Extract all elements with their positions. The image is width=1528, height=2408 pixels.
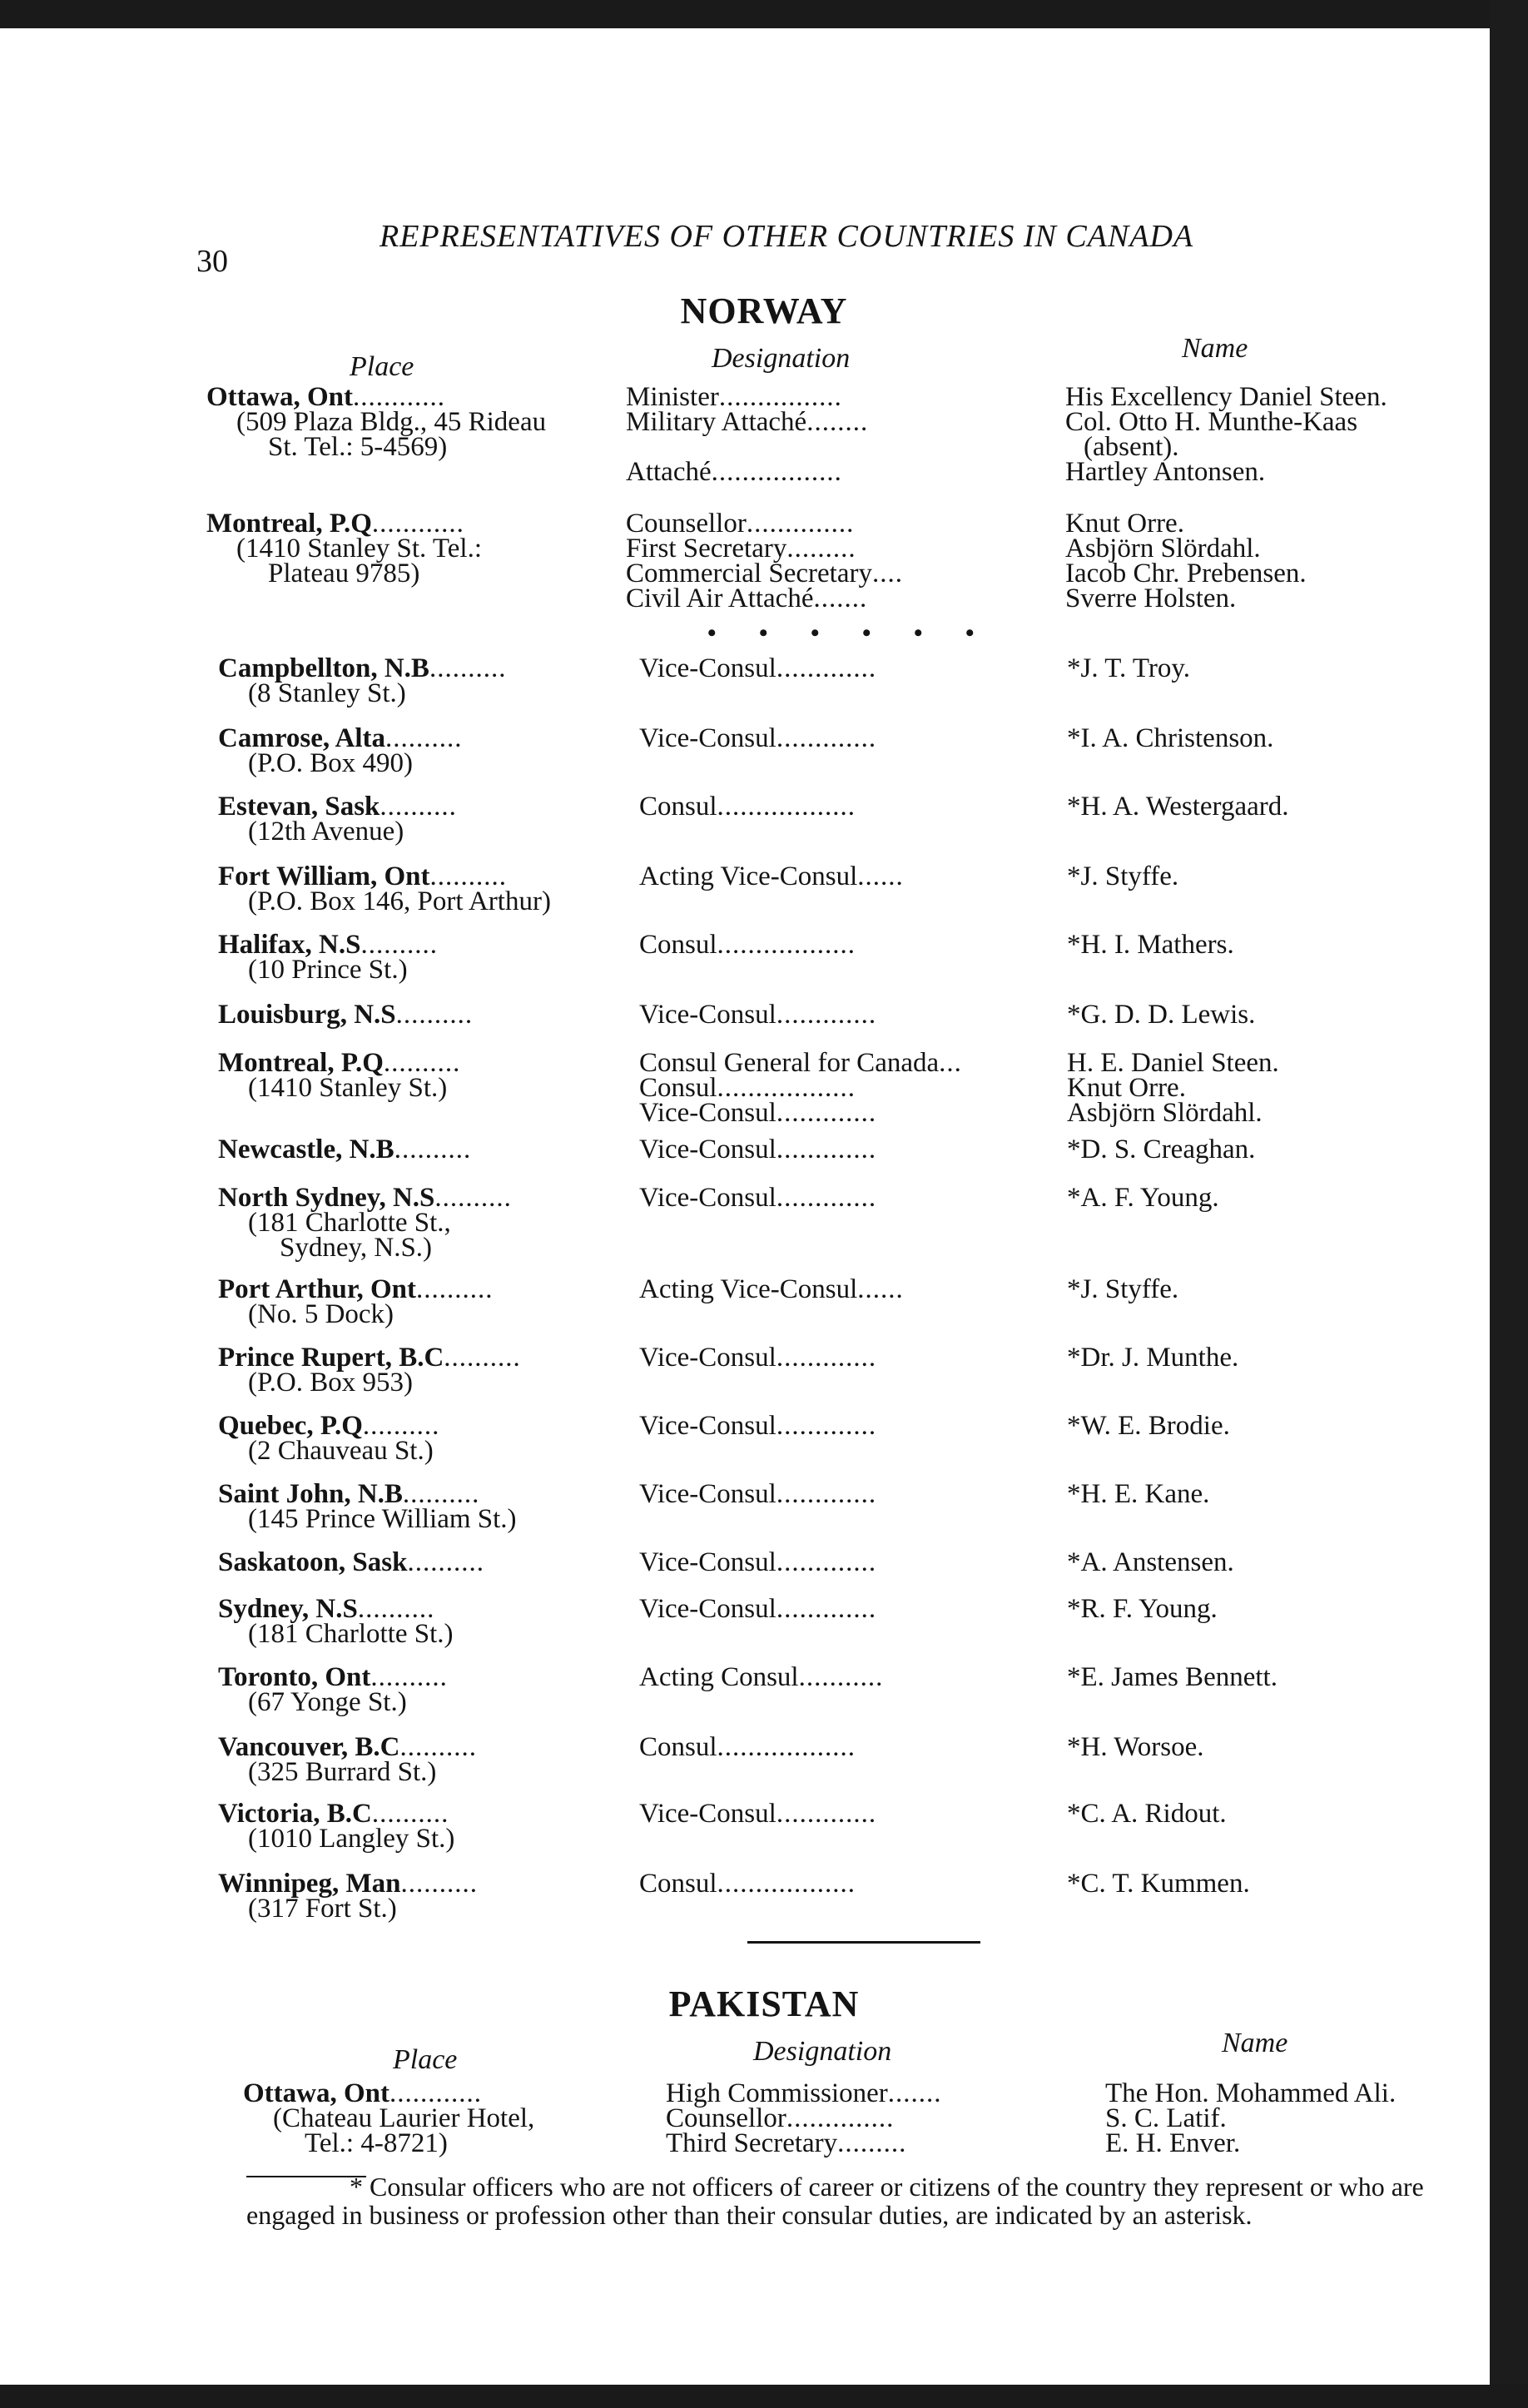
place-name-text: Prince Rupert, B.C [218, 1343, 444, 1373]
place-name-text: Winnipeg, Man [218, 1869, 401, 1899]
place-name-text: Saskatoon, Sask [218, 1547, 408, 1577]
column-header-name: Name [1222, 2028, 1288, 2058]
person-name: *C. A. Ridout. [1067, 1799, 1227, 1829]
dot-leader: ................ [718, 382, 842, 412]
dot-leader: .......... [385, 723, 463, 753]
designation-cell [639, 1411, 1072, 1441]
person-name: Asbjörn Slördahl. [1065, 534, 1261, 564]
designation-line [639, 930, 1072, 960]
person-name: *H. A. Westergaard. [1067, 792, 1289, 822]
place-name [218, 1594, 618, 1624]
place-name [218, 861, 618, 891]
person-name: *I. A. Christenson. [1067, 723, 1274, 753]
person-name: Col. Otto H. Munthe-Kaas [1065, 407, 1358, 437]
designation-cell [639, 1000, 1072, 1030]
person-name: Sverre Holsten. [1065, 583, 1237, 613]
place-name-text: North Sydney, N.S [218, 1183, 435, 1213]
person-name: *D. S. Creaghan. [1067, 1134, 1256, 1164]
place-address: (P.O. Box 953) [248, 1368, 414, 1398]
place-address: St. Tel.: 5-4569) [268, 432, 448, 462]
place-address: (12th Avenue) [248, 817, 404, 847]
dot-leader: .......... [407, 1547, 484, 1577]
place-name [218, 1274, 618, 1304]
place-name [218, 930, 618, 960]
footnote: * Consular officers who are not officers of career or citizens of the country they represent or who are engaged in business or profession other than their consular duties, are indicated by an asterisk. [246, 2172, 1424, 2230]
place-name-text: Saint John, N.B [218, 1479, 403, 1509]
designation-cell [626, 511, 1059, 611]
page-title: REPRESENTATIVES OF OTHER COUNTRIES IN CANADA [380, 219, 1194, 254]
person-name: H. E. Daniel Steen. [1067, 1048, 1279, 1078]
designation-line [626, 407, 1059, 437]
dot-leader: ............. [776, 1799, 877, 1829]
name-cell [1067, 1183, 1483, 1213]
designation-line [639, 861, 1072, 891]
designation-text: Consul [639, 930, 717, 960]
dot-leader: .......... [402, 1479, 480, 1509]
name-cell [1067, 1869, 1483, 1899]
place-name [218, 792, 618, 822]
designation-text: Vice-Consul [639, 653, 776, 683]
place-address: (145 Prince William St.) [248, 1504, 517, 1534]
name-cell [1067, 1134, 1483, 1164]
place-name-text: Port Arthur, Ont [218, 1274, 417, 1304]
designation-text: Vice-Consul [639, 1000, 776, 1030]
designation-line [626, 434, 1059, 459]
dot-leader: ............. [776, 653, 877, 683]
designation-line [639, 1594, 1072, 1624]
place-cell [218, 930, 618, 985]
place-cell [218, 1048, 618, 1103]
person-name: *C. T. Kummen. [1067, 1869, 1250, 1899]
dot-leader: ............. [776, 1479, 877, 1509]
place-address: (509 Plaza Bldg., 45 Rideau [236, 407, 547, 437]
designation-text: Third Secretary [666, 2128, 838, 2158]
designation-line [626, 382, 1059, 412]
dot-leader: ............ [353, 382, 445, 412]
place-name [218, 1134, 618, 1164]
designation-text: Vice-Consul [639, 1098, 776, 1128]
name-cell [1067, 1594, 1483, 1624]
designation-cell [639, 1662, 1072, 1692]
column-header-place: Place [350, 351, 414, 382]
place-name [218, 1000, 618, 1030]
place-address: (1410 Stanley St.) [248, 1073, 448, 1103]
dot-leader: ............. [776, 1594, 877, 1624]
person-name: S. C. Latif. [1105, 2103, 1227, 2133]
dot-leader: ... [939, 1048, 962, 1078]
dot-leader: ............. [776, 1343, 877, 1373]
designation-text: Counsellor [666, 2103, 786, 2133]
designation-text: Vice-Consul [639, 1343, 776, 1373]
designation-line [639, 1799, 1072, 1829]
designation-text: Vice-Consul [639, 1547, 776, 1577]
place-cell [218, 1479, 618, 1534]
section-title-pakistan: PAKISTAN [668, 1983, 860, 2024]
place-address: (67 Yonge St.) [248, 1687, 407, 1717]
designation-line [639, 1098, 1072, 1128]
person-name: *E. James Bennett. [1067, 1662, 1277, 1692]
place-cell [218, 1000, 618, 1030]
place-address: (181 Charlotte St., [248, 1208, 451, 1238]
person-name: Hartley Antonsen. [1065, 457, 1266, 487]
person-name: Knut Orre. [1067, 1073, 1186, 1103]
designation-text: Minister [626, 382, 719, 412]
place-name [218, 1799, 618, 1829]
designation-text: Acting Consul [639, 1662, 799, 1692]
place-address: (2 Chauveau St.) [248, 1436, 434, 1466]
name-cell [1067, 653, 1483, 683]
place-name-text: Ottawa, Ont [206, 382, 353, 412]
designation-line [639, 1073, 1072, 1103]
dot-leader: ............. [776, 1000, 877, 1030]
dot-leader: .......... [360, 930, 438, 960]
column-header-designation: Designation [712, 343, 851, 374]
dot-leader: .... [871, 559, 903, 588]
person-name: *J. Styffe. [1067, 861, 1179, 891]
place-name-text: Sydney, N.S [218, 1594, 358, 1624]
designation-text: Vice-Consul [639, 1479, 776, 1509]
dot-leader: .......... [400, 1869, 478, 1899]
place-address: Sydney, N.S.) [280, 1233, 433, 1263]
dot-leader: ......... [837, 2128, 907, 2158]
place-address: Plateau 9785) [268, 559, 420, 588]
person-name: Iacob Chr. Prebensen. [1065, 559, 1307, 588]
place-name [218, 1048, 618, 1078]
name-cell [1067, 930, 1483, 960]
designation-cell [639, 1547, 1072, 1577]
dot-leader: .......... [416, 1274, 494, 1304]
person-name: E. H. Enver. [1105, 2128, 1241, 2158]
dot-leader: ............ [371, 509, 464, 539]
name-cell [1067, 1048, 1483, 1128]
person-name: *H. I. Mathers. [1067, 930, 1234, 960]
dot-leader: ...... [857, 861, 904, 891]
place-cell [218, 723, 618, 778]
person-name: Knut Orre. [1065, 509, 1184, 539]
person-name: *A. F. Young. [1067, 1183, 1219, 1213]
dot-leader: .......... [395, 1000, 474, 1030]
place-name-text: Quebec, P.Q [218, 1411, 363, 1441]
designation-text: High Commissioner [666, 2078, 888, 2108]
place-cell [206, 382, 606, 462]
dot-leader: ....... [813, 583, 868, 613]
place-name-text: Estevan, Sask [218, 792, 380, 822]
place-address: (317 Fort St.) [248, 1894, 397, 1924]
designation-text: Vice-Consul [639, 723, 776, 753]
designation-cell [639, 792, 1072, 822]
section-divider [747, 1941, 980, 1944]
designation-cell [639, 1274, 1072, 1304]
designation-cell [639, 723, 1072, 753]
dot-leader: .................. [717, 792, 856, 822]
place-address: (181 Charlotte St.) [248, 1619, 454, 1649]
place-address: (1410 Stanley St. Tel.: [236, 534, 482, 564]
page-number: 30 [196, 244, 228, 279]
place-name [206, 509, 606, 539]
person-name: *G. D. D. Lewis. [1067, 1000, 1256, 1030]
dot-leader: ................. [711, 457, 842, 487]
designation-cell [639, 930, 1072, 960]
designation-line [639, 1869, 1072, 1899]
place-name-text: Newcastle, N.B [218, 1134, 394, 1164]
place-cell [243, 2078, 642, 2158]
dot-leader: ....... [887, 2078, 942, 2108]
dot-leader: ............. [776, 1183, 877, 1213]
dot-leader: .......... [371, 1799, 449, 1829]
place-cell [218, 1799, 618, 1854]
place-address: (1010 Langley St.) [248, 1824, 455, 1854]
place-cell [218, 1662, 618, 1717]
designation-line [639, 1479, 1072, 1509]
designation-cell [639, 1183, 1072, 1213]
designation-text: Consul [639, 792, 717, 822]
designation-cell [639, 1048, 1072, 1128]
place-name [218, 1732, 618, 1762]
designation-cell [639, 1134, 1072, 1164]
dot-leader: .............. [746, 509, 855, 539]
designation-line [626, 561, 1059, 586]
place-address: (Chateau Laurier Hotel, [273, 2103, 535, 2133]
place-name-text: Toronto, Ont [218, 1662, 371, 1692]
scan-edge-right [1490, 0, 1528, 2408]
designation-cell [639, 1343, 1072, 1373]
designation-line [639, 1343, 1072, 1373]
scan-edge-bottom [0, 2385, 1528, 2408]
designation-cell [639, 1732, 1072, 1762]
designation-line [639, 1183, 1072, 1213]
place-name [218, 1662, 618, 1692]
person-name: *J. T. Troy. [1067, 653, 1190, 683]
scan-edge-top [0, 0, 1528, 28]
dot-leader: ...... [857, 1274, 904, 1304]
designation-line [639, 723, 1072, 753]
name-cell [1105, 2078, 1521, 2158]
place-name [243, 2078, 642, 2108]
dot-leader: .................. [717, 930, 856, 960]
dot-leader: .......... [383, 1048, 461, 1078]
place-cell [218, 1183, 618, 1263]
name-cell [1067, 1732, 1483, 1762]
person-name: *W. E. Brodie. [1067, 1411, 1230, 1441]
designation-text: Counsellor [626, 509, 747, 539]
designation-line [666, 2103, 1099, 2133]
person-name: *H. Worsoe. [1067, 1732, 1204, 1762]
dot-leader: .......... [429, 861, 508, 891]
designation-text: Acting Vice-Consul [639, 861, 858, 891]
dot-leader: .................. [717, 1732, 856, 1762]
designation-line [639, 1000, 1072, 1030]
name-cell [1067, 861, 1483, 891]
place-address: (No. 5 Dock) [248, 1299, 394, 1329]
place-name-text: Montreal, P.Q [218, 1048, 384, 1078]
place-name-text: Louisburg, N.S [218, 1000, 396, 1030]
dot-leader: .......... [444, 1343, 521, 1373]
dot-leader: .............. [786, 2103, 895, 2133]
dot-leader: ............ [389, 2078, 482, 2108]
name-cell [1067, 1000, 1483, 1030]
name-cell [1067, 1479, 1483, 1509]
name-cell [1067, 723, 1483, 753]
dot-leader: .......... [357, 1594, 435, 1624]
dot-leader: ............. [776, 1134, 877, 1164]
designation-line [639, 1662, 1072, 1692]
designation-line [639, 1274, 1072, 1304]
name-cell [1065, 511, 1481, 611]
person-name: *Dr. J. Munthe. [1067, 1343, 1239, 1373]
person-name: *R. F. Young. [1067, 1594, 1218, 1624]
designation-text: Consul General for Canada [639, 1048, 940, 1078]
place-name-text: Camrose, Alta [218, 723, 386, 753]
designation-text: Vice-Consul [639, 1411, 776, 1441]
designation-cell [639, 1594, 1072, 1624]
designation-text: Consul [639, 1732, 717, 1762]
dot-leader: ........ [806, 407, 869, 437]
name-cell [1067, 1662, 1483, 1692]
dot-leader: .......... [370, 1662, 448, 1692]
person-name: The Hon. Mohammed Ali. [1105, 2078, 1397, 2108]
name-cell [1065, 382, 1481, 487]
designation-text: Acting Vice-Consul [639, 1274, 858, 1304]
designation-line [639, 792, 1072, 822]
designation-line [639, 1048, 1072, 1078]
dot-leader: .......... [394, 1134, 472, 1164]
column-header-name: Name [1182, 333, 1248, 364]
place-cell [218, 1732, 618, 1787]
place-address: (P.O. Box 490) [248, 748, 414, 778]
place-name [218, 1479, 618, 1509]
designation-line [639, 653, 1072, 683]
place-address: (8 Stanley St.) [248, 678, 406, 708]
place-address: Tel.: 4-8721) [305, 2128, 448, 2158]
designation-line [626, 583, 1059, 613]
place-address: (10 Prince St.) [248, 955, 408, 985]
place-name [218, 1547, 618, 1577]
person-name: Asbjörn Slördahl. [1067, 1098, 1263, 1128]
designation-cell [666, 2078, 1099, 2158]
person-name: *H. E. Kane. [1067, 1479, 1210, 1509]
place-address: (P.O. Box 146, Port Arthur) [248, 886, 551, 916]
place-name [218, 723, 618, 753]
person-name: His Excellency Daniel Steen. [1065, 382, 1387, 412]
place-name [218, 1411, 618, 1441]
place-cell [218, 1343, 618, 1398]
name-cell [1067, 792, 1483, 822]
designation-text: First Secretary [626, 534, 787, 564]
place-cell [206, 511, 606, 586]
place-cell [218, 1274, 618, 1329]
place-cell [218, 1869, 618, 1924]
designation-line [639, 1732, 1072, 1762]
section-title-norway: NORWAY [680, 290, 848, 331]
place-name [218, 653, 618, 683]
designation-text: Vice-Consul [639, 1799, 776, 1829]
dot-leader: ......... [786, 534, 856, 564]
place-cell [218, 1411, 618, 1466]
name-cell [1067, 1547, 1483, 1577]
dot-leader: .......... [429, 653, 507, 683]
dot-leader: .................. [717, 1869, 856, 1899]
column-header-place: Place [393, 2044, 458, 2075]
place-name [218, 1869, 618, 1899]
person-name: (absent). [1084, 432, 1179, 462]
designation-cell [626, 382, 1059, 487]
place-address: (325 Burrard St.) [248, 1757, 437, 1787]
designation-line [639, 1411, 1072, 1441]
designation-cell [639, 1799, 1072, 1829]
designation-cell [639, 653, 1072, 683]
name-cell [1067, 1343, 1483, 1373]
designation-text: Military Attaché [626, 407, 807, 437]
place-cell [218, 792, 618, 847]
name-cell [1067, 1274, 1483, 1304]
designation-line [626, 509, 1059, 539]
place-name-text: Campbellton, N.B [218, 653, 429, 683]
dot-leader: .................. [717, 1073, 856, 1103]
designation-line [639, 1134, 1072, 1164]
dot-leader: ........... [798, 1662, 884, 1692]
place-name-text: Vancouver, B.C [218, 1732, 400, 1762]
place-cell [218, 653, 618, 708]
place-name-text: Victoria, B.C [218, 1799, 372, 1829]
designation-text: Commercial Secretary [626, 559, 872, 588]
place-name-text: Halifax, N.S [218, 930, 361, 960]
dot-leader: ............. [776, 1547, 877, 1577]
dot-leader: ............. [776, 723, 877, 753]
dot-leader: .......... [399, 1732, 478, 1762]
designation-cell [639, 861, 1072, 891]
person-name: *A. Anstensen. [1067, 1547, 1234, 1577]
designation-line [639, 1547, 1072, 1577]
designation-text: Vice-Consul [639, 1183, 776, 1213]
designation-line [666, 2078, 1099, 2108]
designation-cell [639, 1479, 1072, 1509]
designation-line [626, 457, 1059, 487]
place-cell [218, 1547, 618, 1577]
place-cell [218, 1134, 618, 1164]
designation-text: Civil Air Attaché [626, 583, 814, 613]
place-name-text: Fort William, Ont [218, 861, 430, 891]
place-name-text: Ottawa, Ont [243, 2078, 389, 2108]
column-header-designation: Designation [753, 2036, 892, 2067]
dot-leader: .......... [362, 1411, 440, 1441]
designation-line [626, 534, 1059, 564]
place-name-text: Montreal, P.Q [206, 509, 372, 539]
dot-leader: .......... [380, 792, 457, 822]
designation-text: Vice-Consul [639, 1134, 776, 1164]
place-name [218, 1183, 618, 1213]
person-name: *J. Styffe. [1067, 1274, 1179, 1304]
designation-text: Attaché [626, 457, 712, 487]
place-cell [218, 1594, 618, 1649]
name-cell [1067, 1411, 1483, 1441]
designation-text: Consul [639, 1073, 717, 1103]
place-cell [218, 861, 618, 916]
dot-leader: ............. [776, 1411, 877, 1441]
dot-leader: ............. [776, 1098, 877, 1128]
name-cell [1067, 1799, 1483, 1829]
place-name [206, 382, 606, 412]
designation-cell [639, 1869, 1072, 1899]
section-separator: • • • • • • [707, 619, 993, 647]
designation-text: Vice-Consul [639, 1594, 776, 1624]
place-name [218, 1343, 618, 1373]
designation-text: Consul [639, 1869, 717, 1899]
designation-line [666, 2128, 1099, 2158]
dot-leader: .......... [434, 1183, 512, 1213]
